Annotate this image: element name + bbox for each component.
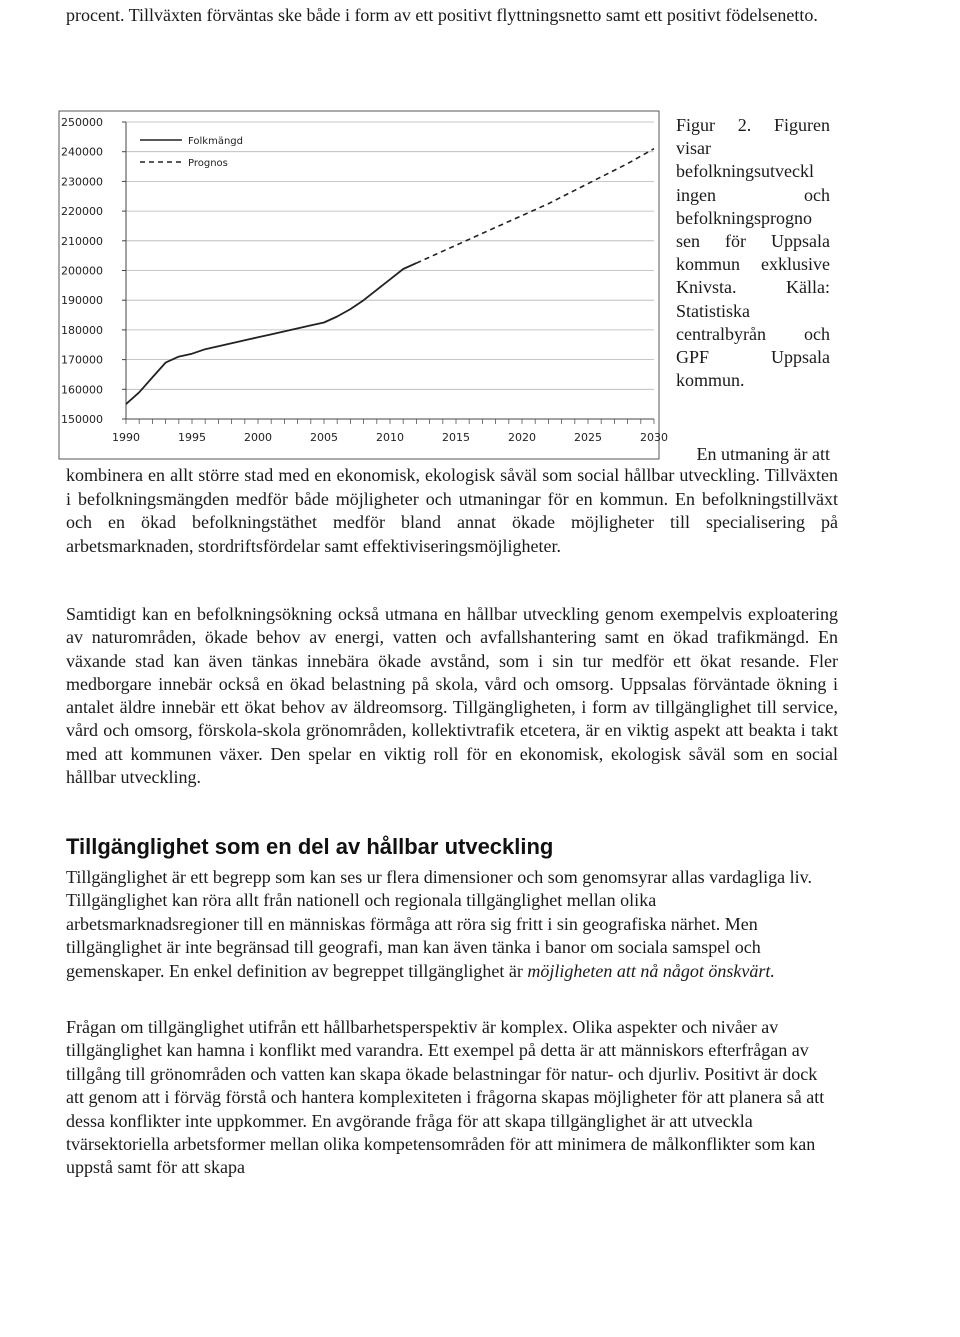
x-tick-label: 2005 bbox=[310, 431, 338, 444]
y-tick-label: 150000 bbox=[61, 413, 103, 426]
figure-caption-text: Figur 2. Figuren visar befolkningsutveckl ingen och befolkningsprogno sen för Uppsala kommun exklusive Knivsta. Källa: Statistiska centralbyrån och GPF Uppsala kommun. bbox=[676, 115, 830, 391]
chart-svg bbox=[58, 110, 668, 460]
population-chart bbox=[58, 110, 668, 460]
x-tick-label: 2000 bbox=[244, 431, 272, 444]
paragraph-1: kombinera en allt större stad med en ekonomisk, ekologisk såväl som social hållbar utveckling. Tillväxten i befolkningsmängden medför både möjligheter och utmaningar för en kommun. En befolkningstillväxt och en ökad befolkningstäthet medför bland annat ökade möjligheter till specialisering på arbetsmarknaden, stordriftsfördelar samt effektiviseringsmöjligheter. bbox=[66, 465, 838, 556]
y-tick-label: 160000 bbox=[61, 383, 103, 397]
x-tick-label: 1990 bbox=[112, 431, 140, 444]
x-tick-label: 2015 bbox=[442, 431, 470, 444]
intro-paragraph: procent. Tillväxten förväntas ske både i form av ett positivt flyttningsnetto samt ett positivt födelsenetto. bbox=[66, 5, 818, 25]
series-folkmangd-line bbox=[126, 263, 416, 404]
y-tick-label: 250000 bbox=[61, 116, 103, 129]
figure-caption bbox=[676, 114, 830, 392]
y-tick-label: 240000 bbox=[61, 145, 103, 159]
section-heading: Tillgänglighet som en del av hållbar utveckling bbox=[66, 834, 554, 859]
series-prognos-line bbox=[416, 149, 654, 263]
y-tick-label: 210000 bbox=[61, 234, 103, 248]
paragraph-3-italic: möjligheten att nå något önskvärt. bbox=[527, 960, 775, 981]
paragraph-3 bbox=[66, 866, 826, 983]
x-tick-label: 2030 bbox=[640, 431, 668, 444]
y-tick-label: 170000 bbox=[61, 353, 103, 367]
y-tick-label: 200000 bbox=[61, 264, 103, 278]
paragraph-2: Samtidigt kan en befolkningsökning också utmana en hållbar utveckling genom exempelvis exploatering av naturområden, ökade behov av energi, vatten och avfallshantering samt en ökad trafikmängd. En växande stad kan även tänkas innebära ökade avstånd, som i sin tur medför ett ökat resande. Fler medborgare innebär också en ökad belastning på skola, vård och omsorg. Uppsalas förväntade ökning i antalet äldre innebär ett ökat behov av äldreomsorg. Tillgängligheten, i form av tillgänglighet till service, vård och omsorg, förskola-skola grönområden, kollektivtrafik etcetera, är en viktig aspekt att beakta i takt med att kommunen växer. Den spelar en viktig roll för en ekonomisk, ekologisk såväl som en social hållbar utveckling. bbox=[66, 604, 838, 788]
y-tick-label: 190000 bbox=[61, 294, 103, 308]
y-tick-label: 220000 bbox=[61, 205, 103, 219]
y-tick-label: 180000 bbox=[61, 323, 103, 337]
x-tick-label: 2020 bbox=[508, 431, 536, 444]
legend-label: Prognos bbox=[188, 158, 228, 169]
x-tick-label: 2010 bbox=[376, 431, 404, 444]
x-tick-label: 1995 bbox=[178, 431, 206, 444]
chart-frame bbox=[59, 111, 659, 459]
paragraph-1-first-line: En utmaning är att bbox=[696, 444, 830, 464]
paragraph-4: Frågan om tillgänglighet utifrån ett hållbarhetsperspektiv är komplex. Olika aspekter och nivåer av tillgänglighet kan hamna i konflikt med varandra. Ett exempel på detta är att människors efterfrågan av tillgång till grönområden och vatten kan skapa ökade belastningar för natur- och djurliv. Positivt är dock att genom att i förväg förstå och hantera komplexiteten i frågorna skapas möjligheter för att planera så att dessa konflikter inte uppkommer. En avgörande fråga för att skapa tillgänglighet är att utveckla tvärsektoriella arbetsformer mellan olika kompetensområden för att minimera de målkonflikter som kan uppstå samt för att skapa bbox=[66, 1017, 825, 1178]
x-tick-label: 2025 bbox=[574, 431, 602, 444]
y-tick-label: 230000 bbox=[61, 175, 103, 189]
legend-label: Folkmängd bbox=[188, 136, 243, 147]
paragraph-3-text: Tillgänglighet är ett begrepp som kan ses ur flera dimensioner och som genomsyrar allas vardagliga liv. Tillgänglighet kan röra allt från nationell och regionala tillgänglighet mellan olika arbetsmarknadsregioner till en människas förmåga att röra sig fritt i sin geografiska närhet. Men tillgänglighet är inte begränsad till geografi, man kan även tänka i banor om sociala samspel och gemenskaper. En enkel definition av begreppet tillgänglighet är bbox=[66, 867, 812, 981]
